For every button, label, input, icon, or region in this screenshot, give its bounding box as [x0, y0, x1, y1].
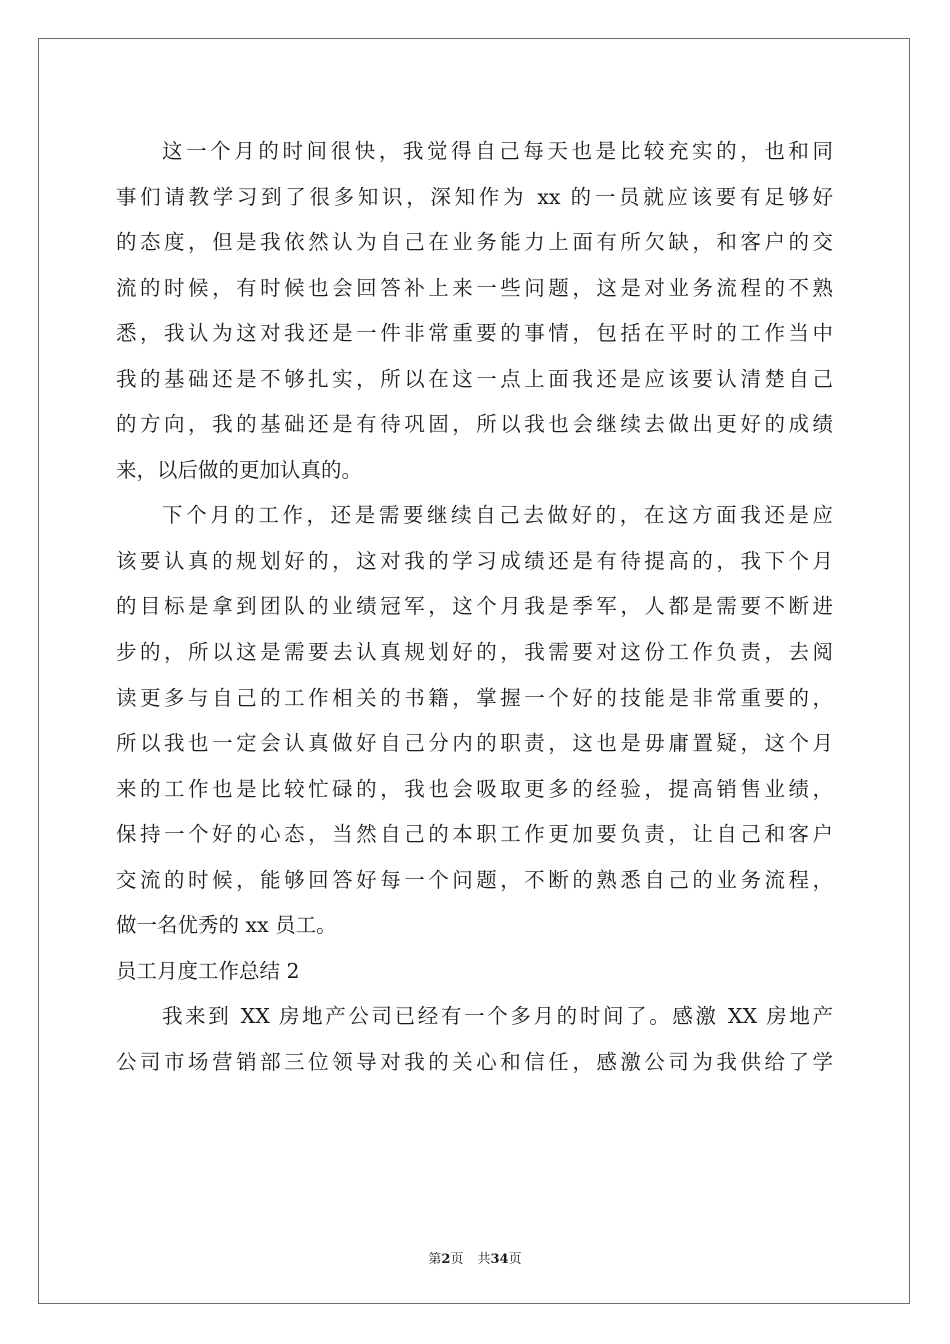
paragraph-2-line-5: 读更多与自己的工作相关的书籍，掌握一个好的技能是非常重要的， [116, 685, 833, 710]
paragraph-1-line-3: 的态度，但是我依然认为自己在业务能力上面有所欠缺，和客户的交 [116, 230, 833, 255]
paragraph-2-line-9: 交流的时候，能够回答好每一个问题，不断的熟悉自己的业务流程， [116, 867, 833, 892]
paragraph-1-line-5: 悉，我认为这对我还是一件非常重要的事情，包括在平时的工作当中 [116, 321, 833, 346]
paragraph-1-line-2: 事们请教学习到了很多知识，深知作为 xx 的一员就应该要有足够好 [116, 184, 833, 209]
paragraph-3-line-1: 我来到 XX 房地产公司已经有一个多月的时间了。感激 XX 房地产 [162, 1004, 833, 1029]
paragraph-2-line-10: 做一名优秀的 xx 员工。 [116, 913, 337, 938]
footer-total-prefix: 共 [477, 1252, 491, 1267]
paragraph-2-line-3: 的目标是拿到团队的业绩冠军，这个月我是季军，人都是需要不断进 [116, 594, 833, 619]
section-heading: 员工月度工作总结 2 [116, 958, 300, 983]
paragraph-2-line-6: 所以我也一定会认真做好自己分内的职责，这也是毋庸置疑，这个月 [116, 731, 833, 756]
footer-page-suffix: 页 [450, 1252, 464, 1267]
paragraph-1-line-1: 这一个月的时间很快，我觉得自己每天也是比较充实的，也和同 [162, 139, 833, 163]
paragraph-1-line-4: 流的时候，有时候也会回答补上来一些问题，这是对业务流程的不熟 [116, 275, 833, 300]
paragraph-2-line-7: 来的工作也是比较忙碌的，我也会吸取更多的经验，提高销售业绩， [116, 776, 833, 801]
footer-page-prefix: 第 [428, 1252, 442, 1267]
paragraph-2-line-8: 保持一个好的心态，当然自己的本职工作更加要负责，让自己和客户 [116, 822, 833, 847]
paragraph-1-line-8: 来，以后做的更加认真的。 [116, 457, 362, 482]
paragraph-1-line-7: 的方向，我的基础还是有待巩固，所以我也会继续去做出更好的成绩 [116, 412, 833, 437]
footer-total-suffix: 页 [508, 1252, 522, 1267]
paragraph-2-line-4: 步的，所以这是需要去认真规划好的，我需要对这份工作负责，去阅 [116, 640, 833, 665]
footer-page-number: 2 [441, 1252, 451, 1267]
footer-total-pages: 34 [490, 1252, 509, 1267]
paragraph-1-line-6: 我的基础还是不够扎实，所以在这一点上面我还是应该要认清楚自己 [116, 366, 833, 391]
document-body [116, 131, 833, 1087]
page-footer [0, 1248, 950, 1267]
paragraph-2-line-1: 下个月的工作，还是需要继续自己去做好的，在这方面我还是应 [162, 503, 833, 528]
paragraph-2-line-2: 该要认真的规划好的，这对我的学习成绩还是有待提高的，我下个月 [116, 548, 833, 573]
paragraph-3-line-2: 公司市场营销部三位领导对我的关心和信任，感激公司为我供给了学 [116, 1049, 833, 1074]
